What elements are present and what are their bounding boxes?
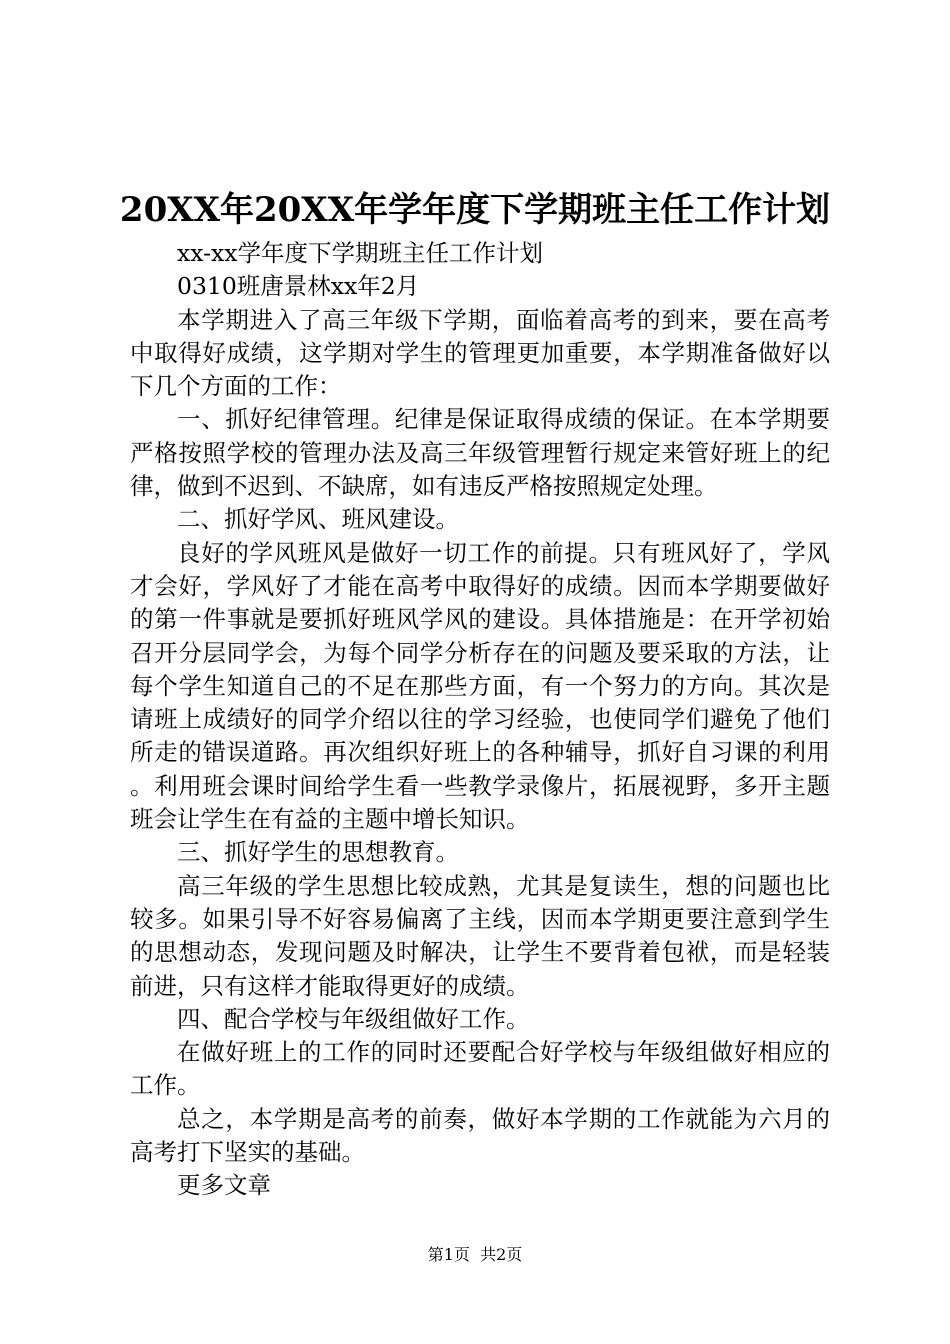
section-1-paragraph: 一、抓好纪律管理。纪律是保证取得成绩的保证。在本学期要严格按照学校的管理办法及高三年级管理暂行规定来管好班上的纪律，做到不迟到、不缺席，如有违反严格按照规定处理。 [130,405,830,501]
document-title: 20XX年20XX年学年度下学期班主任工作计划 [119,190,831,230]
more-articles-link: 更多文章 [177,1171,271,1200]
section-4-heading: 四、配合学校与年级组做好工作。 [177,1004,530,1033]
section-3-paragraph: 高三年级的学生思想比较成熟，尤其是复读生，想的问题也比较多。如果引导不好容易偏离了主线，因而本学期更要注意到学生的思想动态，发现问题及时解决，让学生不要背着包袱，而是轻装前进，只有这样才能取得更好的成绩。 [130,871,830,1000]
section-3-heading: 三、抓好学生的思想教育。 [177,838,459,867]
document-body [130,237,830,1203]
subtitle-line: xx-xx学年度下学期班主任工作计划 [177,239,544,267]
intro-paragraph: 本学期进入了高三年级下学期，面临着高考的到来，要在高考中取得好成绩，这学期对学生的管理更加重要，本学期准备做好以下几个方面的工作： [130,305,830,401]
author-date-line: 0310班唐景林xx年2月 [177,272,420,301]
conclusion-paragraph: 总之，本学期是高考的前奏，做好本学期的工作就能为六月的高考打下坚实的基础。 [130,1104,830,1167]
section-2-heading: 二、抓好学风、班风建设。 [177,505,459,534]
section-4-paragraph: 在做好班上的工作的同时还要配合好学校与年级组做好相应的工作。 [130,1038,830,1100]
page-number-footer: 第1页 共2页 [427,1245,523,1264]
section-2-paragraph: 良好的学风班风是做好一切工作的前提。只有班风好了，学风才会好，学风好了才能在高考中取得好的成绩。因而本学期要做好的第一件事就是要抓好班风学风的建设。具体措施是：在开学初始召开分层同学会，为每个同学分析存在的问题及要采取的方法，让每个学生知道自己的不足在那些方面，有一个努力的方向。其次是请班上成绩好的同学介绍以往的学习经验，也使同学们避免了他们所走的错误道路。再次组织好班上的各种辅导，抓好自习课的利用。利用班会课时间给学生看一些教学录像片，拓展视野，多开主题班会让学生在有益的主题中增长知识。 [130,538,830,834]
